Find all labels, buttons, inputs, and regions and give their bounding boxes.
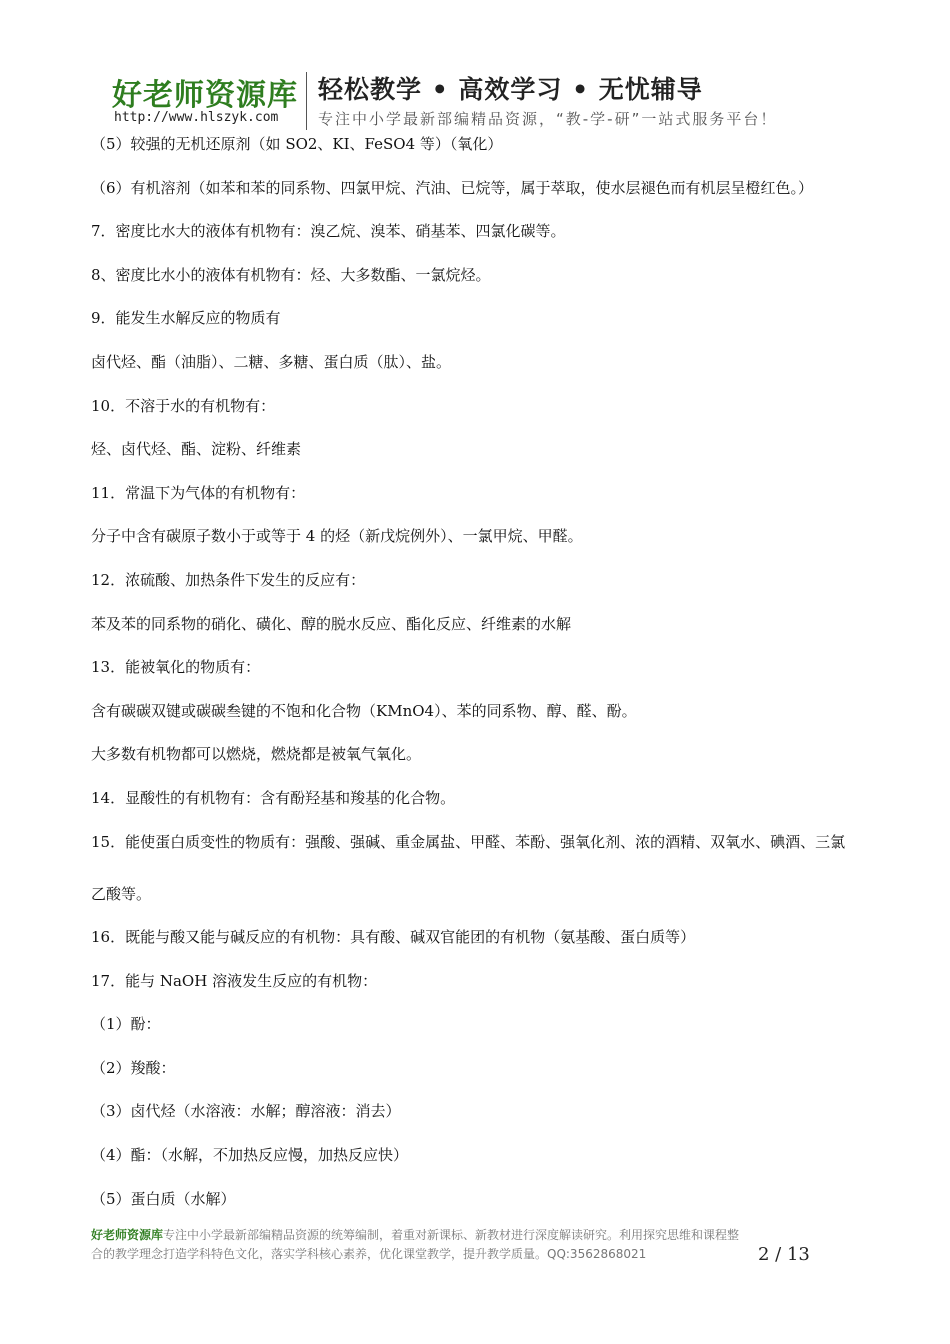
footer-brand: 好老师资源库 — [91, 1228, 164, 1242]
body-line: 大多数有机物都可以燃烧，燃烧都是被氧气氧化。 — [91, 745, 422, 764]
body-line: （5）较强的无机还原剂（如 SO2、KI、FeSO4 等）（氧化） — [91, 135, 503, 153]
body-line: 8、密度比水小的液体有机物有：烃、大多数酯、一氯烷烃。 — [91, 265, 491, 284]
body-line: 16．既能与酸又能与碱反应的有机物：具有酸、碱双官能团的有机物（氨基酸、蛋白质等） — [91, 928, 696, 947]
body-line: 苯及苯的同系物的硝化、磺化、醇的脱水反应、酯化反应、纤维素的水解 — [91, 614, 572, 633]
brand-logo-text: 好老师资源库 — [112, 78, 298, 113]
body-line: （3）卤代烃（水溶液：水解；醇溶液：消去） — [91, 1102, 401, 1121]
body-line: 13．能被氧化的物质有： — [91, 658, 261, 677]
body-line: 卤代烃、酯（油脂）、二糖、多糖、蛋白质（肽）、盐。 — [91, 352, 452, 371]
footer-text-1: 专注中小学最新部编精品资源的统筹编制，着重对新课标、新教材进行深度解读研究。利用探究思维和课程整 — [163, 1228, 740, 1242]
body-line: 12．浓硫酸、加热条件下发生的反应有： — [91, 570, 366, 589]
body-line: （4）酯：（水解，不加热反应慢，加热反应快） — [91, 1146, 409, 1165]
document-body — [91, 134, 863, 1232]
body-line: 10．不溶于水的有机物有： — [91, 396, 276, 415]
body-line: 14．显酸性的有机物有：含有酚羟基和羧基的化合物。 — [91, 788, 456, 807]
body-line: （5）蛋白质（水解） — [91, 1189, 236, 1208]
body-line: 11．常温下为气体的有机物有： — [91, 483, 306, 502]
brand-url: http://www.hlszyk.com — [114, 110, 279, 125]
body-line: 烃、卤代烃、酯、淀粉、纤维素 — [91, 440, 302, 459]
header-tagline: 专注中小学最新部编精品资源，“教-学-研”一站式服务平台！ — [318, 110, 778, 128]
footer-text-2: 合的教学理念打造学科特色文化，落实学科核心素养，优化课堂教学，提升教学质量。QQ:3562868021 — [91, 1247, 647, 1261]
page-footer — [91, 1226, 861, 1264]
body-line: 含有碳碳双键或碳碳叁键的不饱和化合物（KMnO4）、苯的同系物、醇、醛、酚。 — [91, 701, 637, 720]
header-slogan: 轻松教学 • 高效学习 • 无忧辅导 — [318, 75, 703, 104]
body-line: 9．能发生水解反应的物质有 — [91, 309, 281, 328]
body-line: 15．能使蛋白质变性的物质有：强酸、强碱、重金属盐、甲醛、苯酚、强氧化剂、浓的酒精、双氧水、碘酒、三氯 — [91, 832, 846, 851]
body-line: 17．能与 NaOH 溶液发生反应的有机物： — [91, 971, 378, 990]
body-line: 乙酸等。 — [91, 884, 152, 903]
body-line: 分子中含有碳原子数小于或等于 4 的烃（新戊烷例外）、一氯甲烷、甲醛。 — [91, 527, 583, 546]
footer-line-1 — [91, 1226, 861, 1245]
page-header — [108, 66, 868, 130]
header-divider — [306, 72, 307, 130]
body-line: （2）羧酸： — [91, 1058, 176, 1077]
body-line: 7．密度比水大的液体有机物有：溴乙烷、溴苯、硝基苯、四氯化碳等。 — [91, 222, 566, 241]
page-number: 2 / 13 — [758, 1244, 810, 1265]
body-line: （6）有机溶剂（如苯和苯的同系物、四氯甲烷、汽油、已烷等，属于萃取，使水层褪色而有机层呈橙红色。） — [91, 178, 814, 197]
body-line: （1）酚： — [91, 1015, 161, 1034]
